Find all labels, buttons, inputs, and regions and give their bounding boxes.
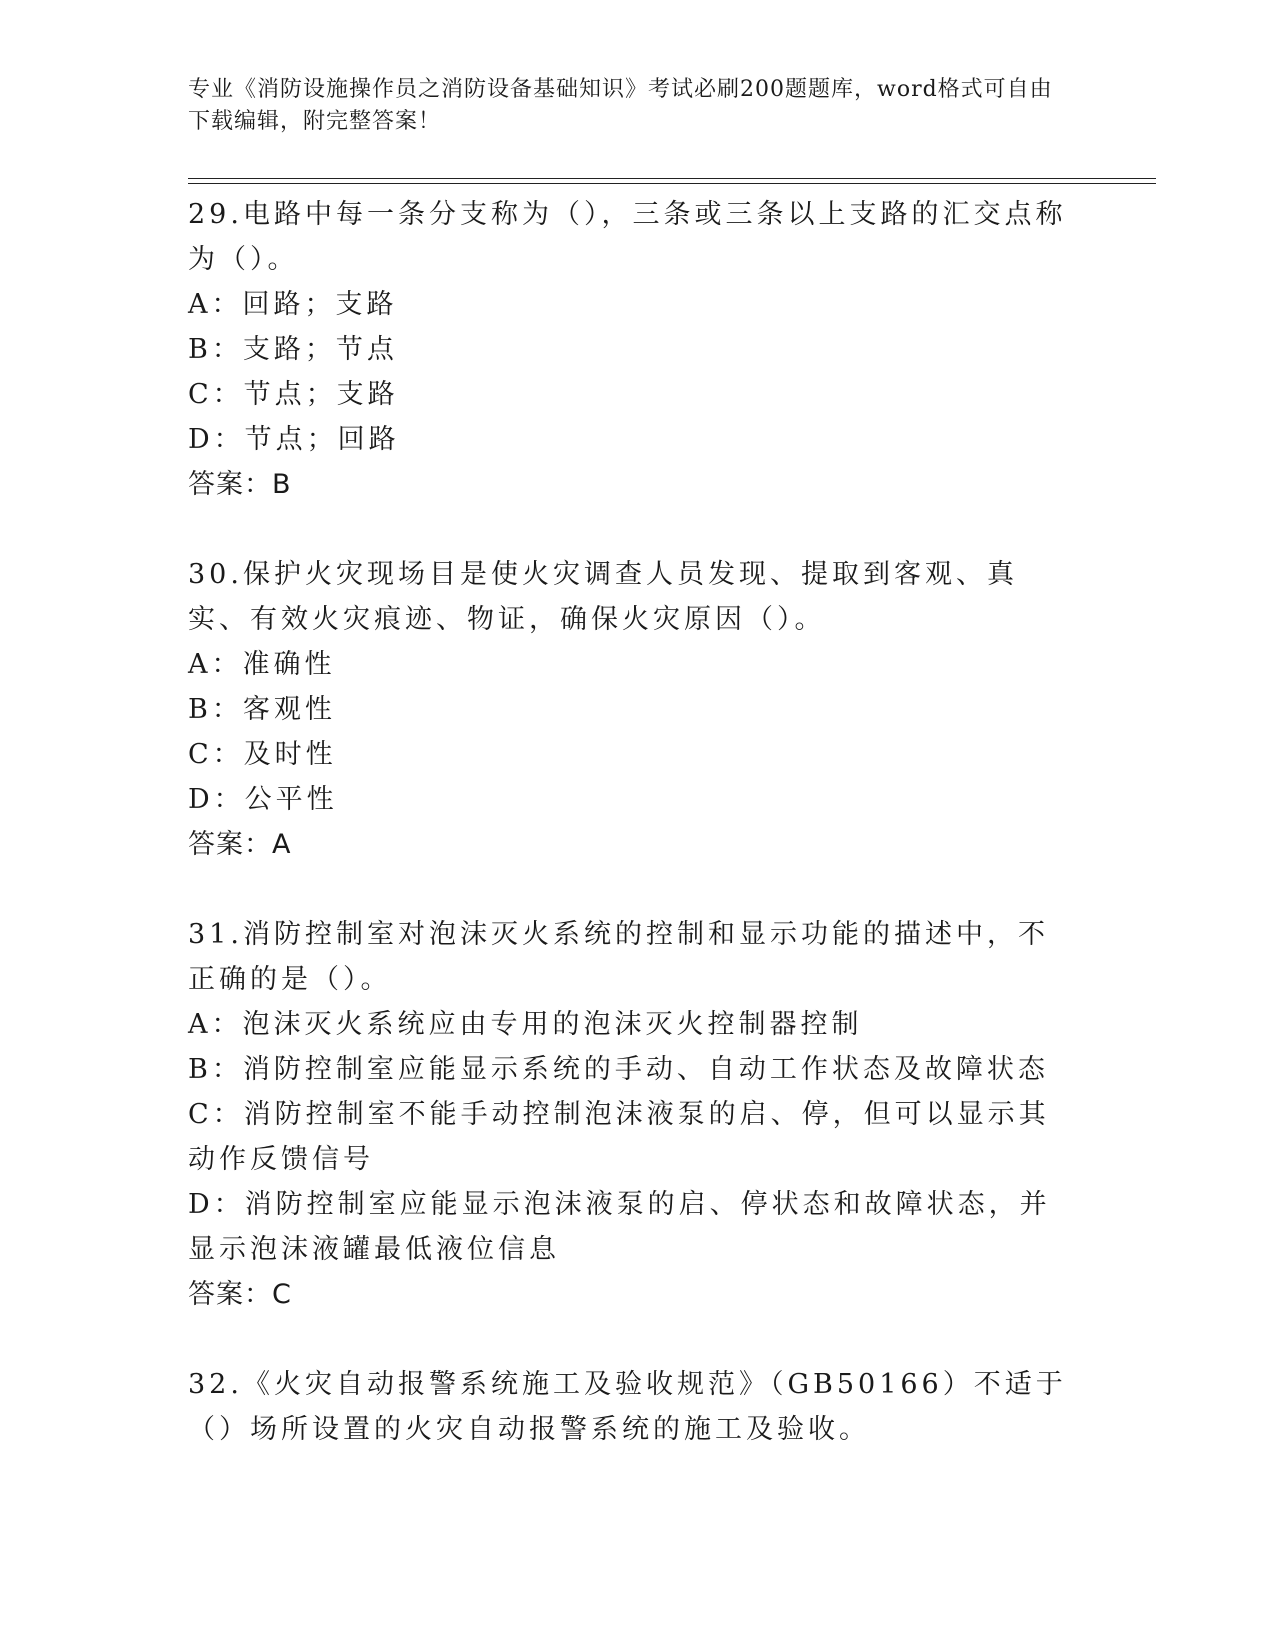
question-31 xyxy=(188,912,1078,1317)
question-29 xyxy=(188,192,1078,507)
question-text: 31.消防控制室对泡沫灭火系统的控制和显示功能的描述中，不正确的是（）。 xyxy=(188,919,1049,995)
option-b: B：客观性 xyxy=(188,694,336,725)
spacer xyxy=(188,507,1078,552)
answer: 答案：A xyxy=(188,829,292,860)
header-divider-bottom xyxy=(188,183,1156,184)
option-a: A：回路；支路 xyxy=(188,289,398,320)
option-c: C：消防控制室不能手动控制泡沫液泵的启、停，但可以显示其动作反馈信号 xyxy=(188,1099,1050,1175)
header-divider-top xyxy=(188,178,1156,179)
spacer xyxy=(188,867,1078,912)
option-d: D：节点；回路 xyxy=(188,424,400,455)
option-b: B：消防控制室应能显示系统的手动、自动工作状态及故障状态 xyxy=(188,1054,1049,1085)
option-d: D：消防控制室应能显示泡沫液泵的启、停状态和故障状态，并显示泡沫液罐最低液位信息 xyxy=(188,1189,1051,1265)
answer: 答案：C xyxy=(188,1279,292,1310)
question-text: 30.保护火灾现场目是使火灾调查人员发现、提取到客观、真实、有效火灾痕迹、物证，确保火灾原因（）。 xyxy=(188,559,1018,635)
option-b: B：支路；节点 xyxy=(188,334,398,365)
question-text: 29.电路中每一条分支称为（），三条或三条以上支路的汇交点称为（）。 xyxy=(188,199,1067,275)
option-c: C：节点；支路 xyxy=(188,379,399,410)
option-a: A：泡沫灭火系统应由专用的泡沫灭火控制器控制 xyxy=(188,1009,863,1040)
document-header: 专业《消防设施操作员之消防设备基础知识》考试必刷200题题库，word格式可自由下载编辑，附完整答案！ xyxy=(188,77,1053,134)
spacer xyxy=(188,1317,1078,1362)
option-a: A：准确性 xyxy=(188,649,336,680)
question-30 xyxy=(188,552,1078,867)
question-32 xyxy=(188,1362,1078,1452)
question-list xyxy=(188,192,1078,1452)
option-c: C：及时性 xyxy=(188,739,337,770)
option-d: D：公平性 xyxy=(188,784,338,815)
question-text: 32.《火灾自动报警系统施工及验收规范》（GB50166）不适于（）场所设置的火灾自动报警系统的施工及验收。 xyxy=(188,1369,1067,1445)
answer: 答案：B xyxy=(188,469,292,500)
